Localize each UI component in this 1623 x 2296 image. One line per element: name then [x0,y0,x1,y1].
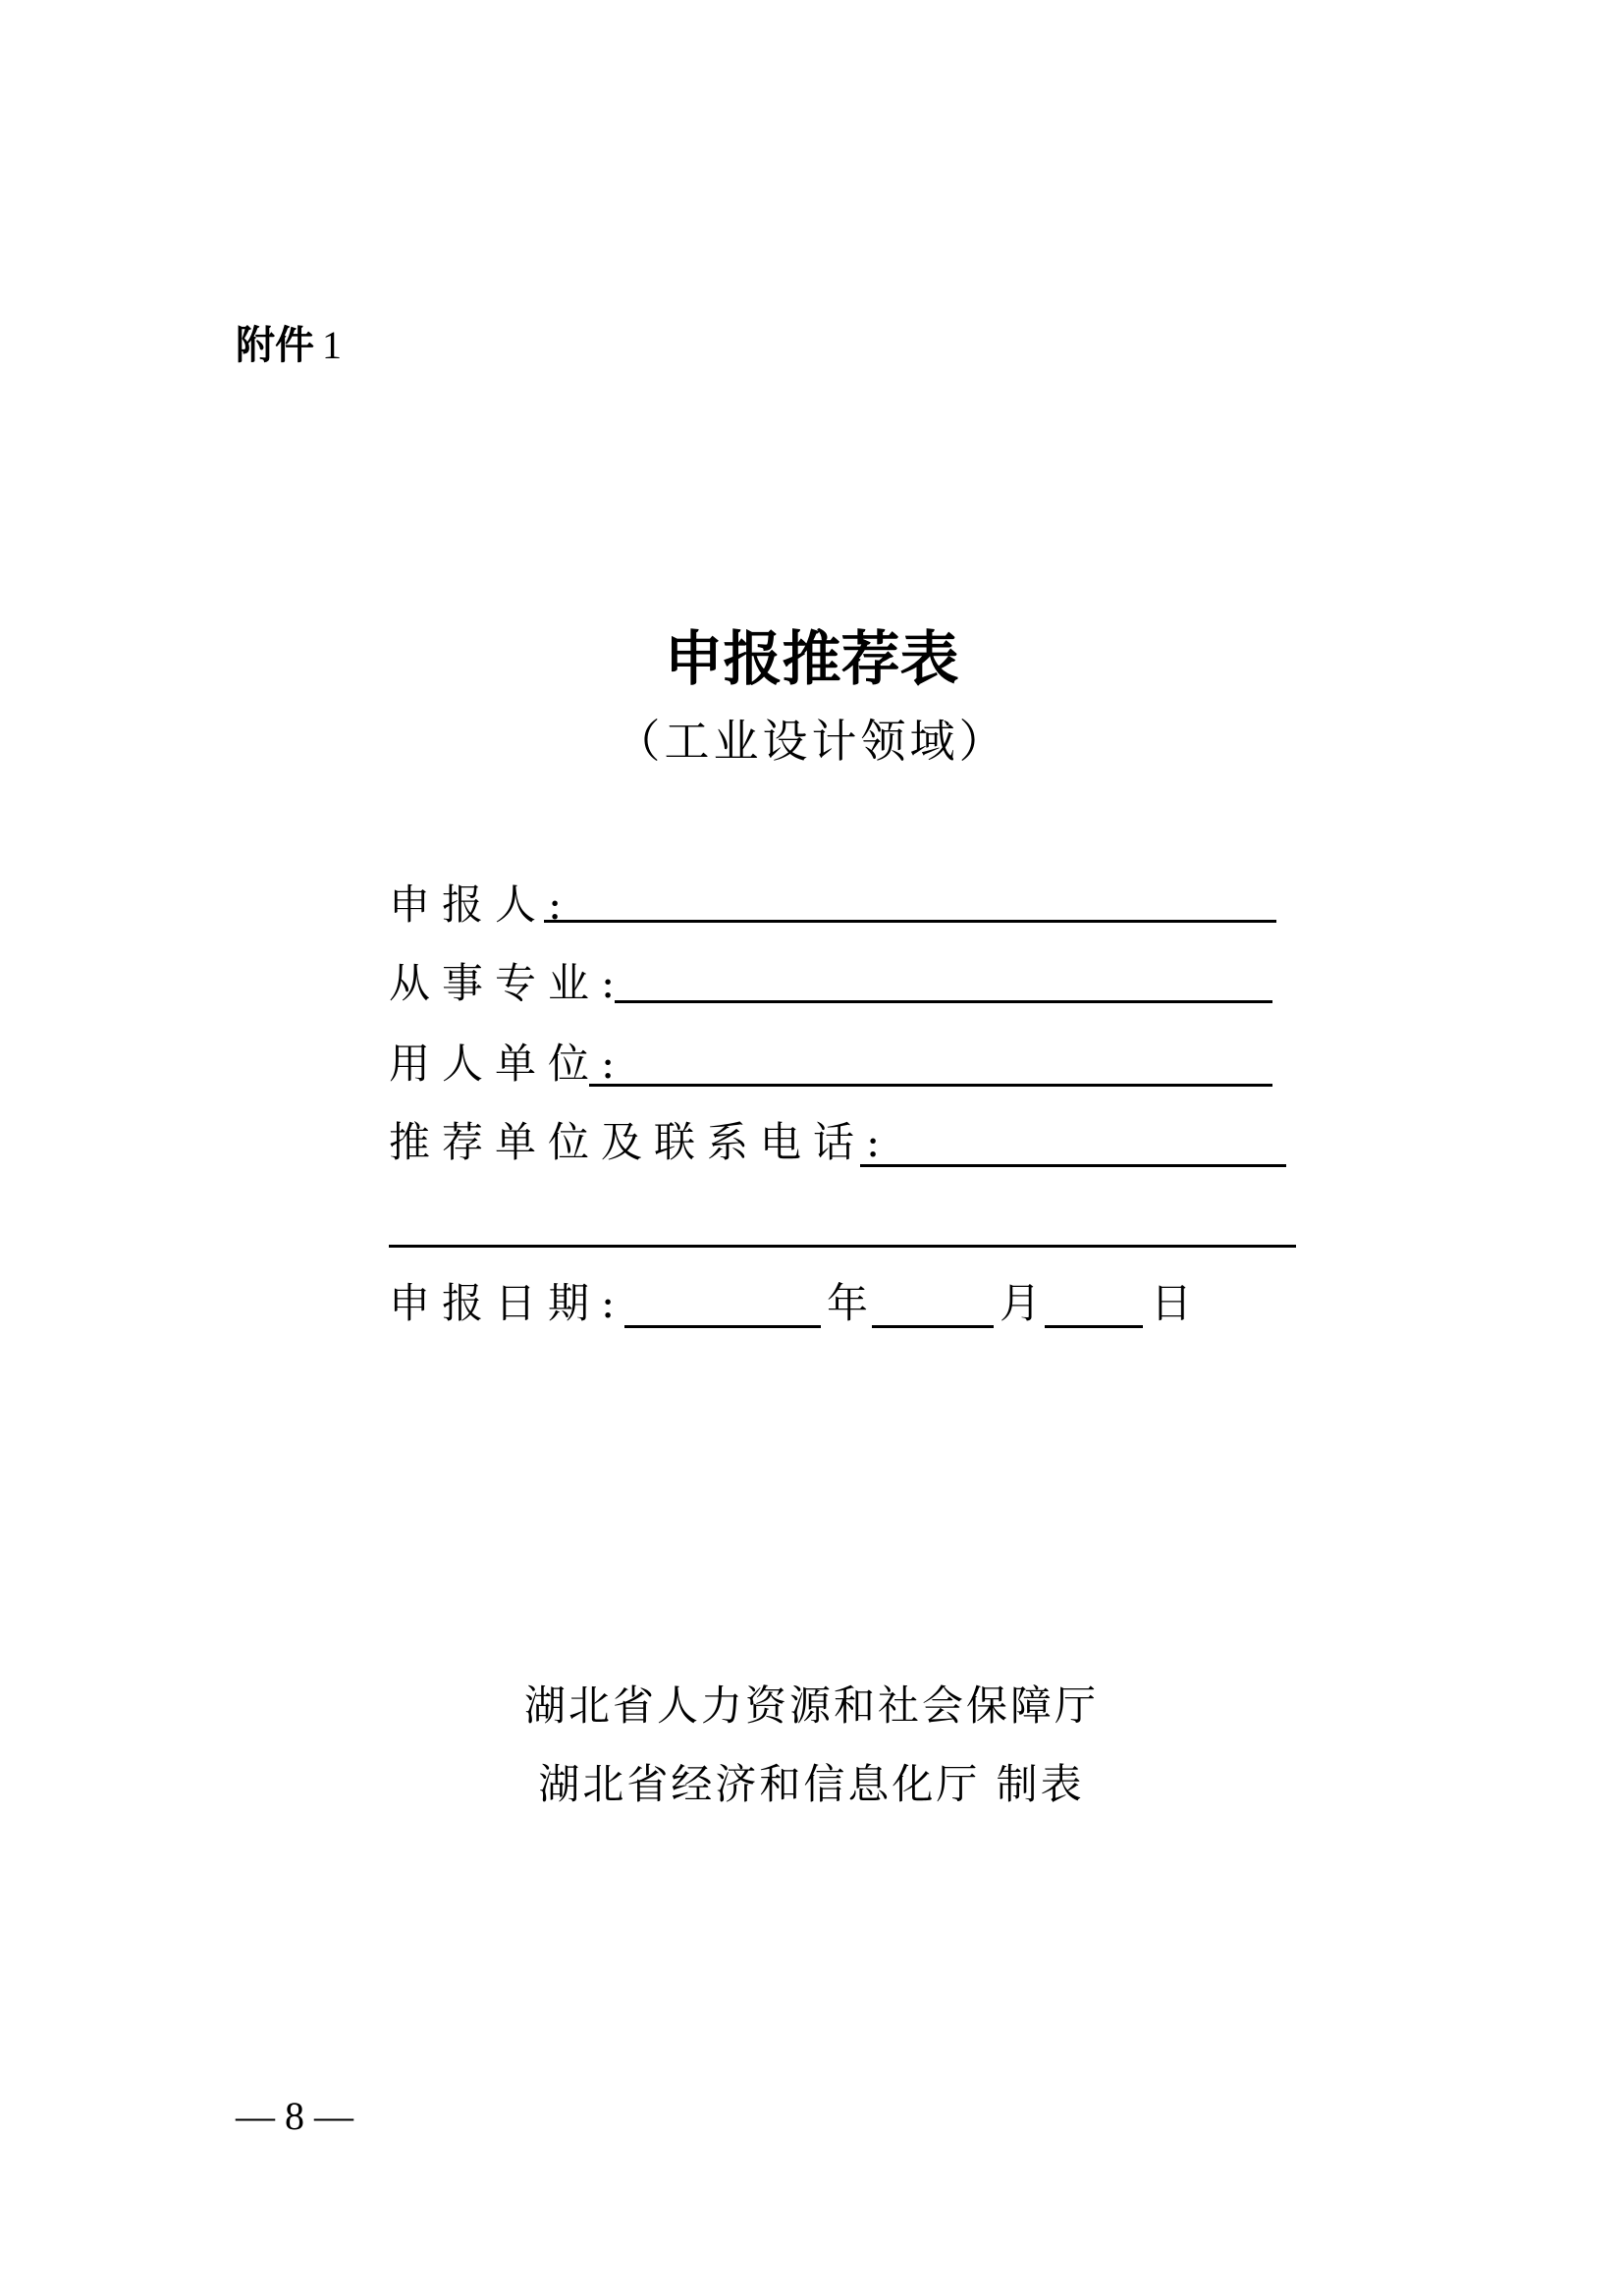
recommender-label: 推荐单位及联系电话: [389,1118,893,1166]
form-subtitle: （工业设计领域） [615,715,1008,768]
recommender-underline[interactable] [860,1164,1286,1167]
recommender-row [389,1113,1286,1172]
date-label: 申报日期: [389,1279,627,1327]
attachment-number: 1 [322,323,342,367]
month-label: 月 [1000,1279,1042,1327]
day-underline[interactable] [1045,1325,1143,1328]
profession-underline[interactable] [615,1000,1272,1003]
year-label: 年 [827,1279,869,1327]
date-row [389,1274,1194,1333]
page-number: — 8 — [236,2094,353,2138]
issuer-line-1: 湖北省人力资源和社会保障厅 [523,1682,1099,1730]
month-underline[interactable] [872,1325,994,1328]
applicant-underline[interactable] [544,920,1276,923]
employer-row [389,1035,1272,1094]
recommender-underline-continued[interactable] [389,1245,1296,1248]
year-underline[interactable] [624,1325,821,1328]
applicant-row [389,876,1276,934]
day-label: 日 [1151,1279,1193,1327]
attachment-label [236,316,342,375]
issuer-line-2: 湖北省经济和信息化厅 制表 [538,1760,1085,1808]
employer-underline[interactable] [589,1084,1272,1087]
applicant-label: 申报人: [389,881,574,929]
form-title: 申报推荐表 [664,625,959,694]
profession-label: 从事专业: [389,959,627,1007]
employer-label: 用人单位: [389,1040,627,1088]
profession-row [389,954,1272,1013]
attachment-label-text: 附件 [236,323,314,368]
